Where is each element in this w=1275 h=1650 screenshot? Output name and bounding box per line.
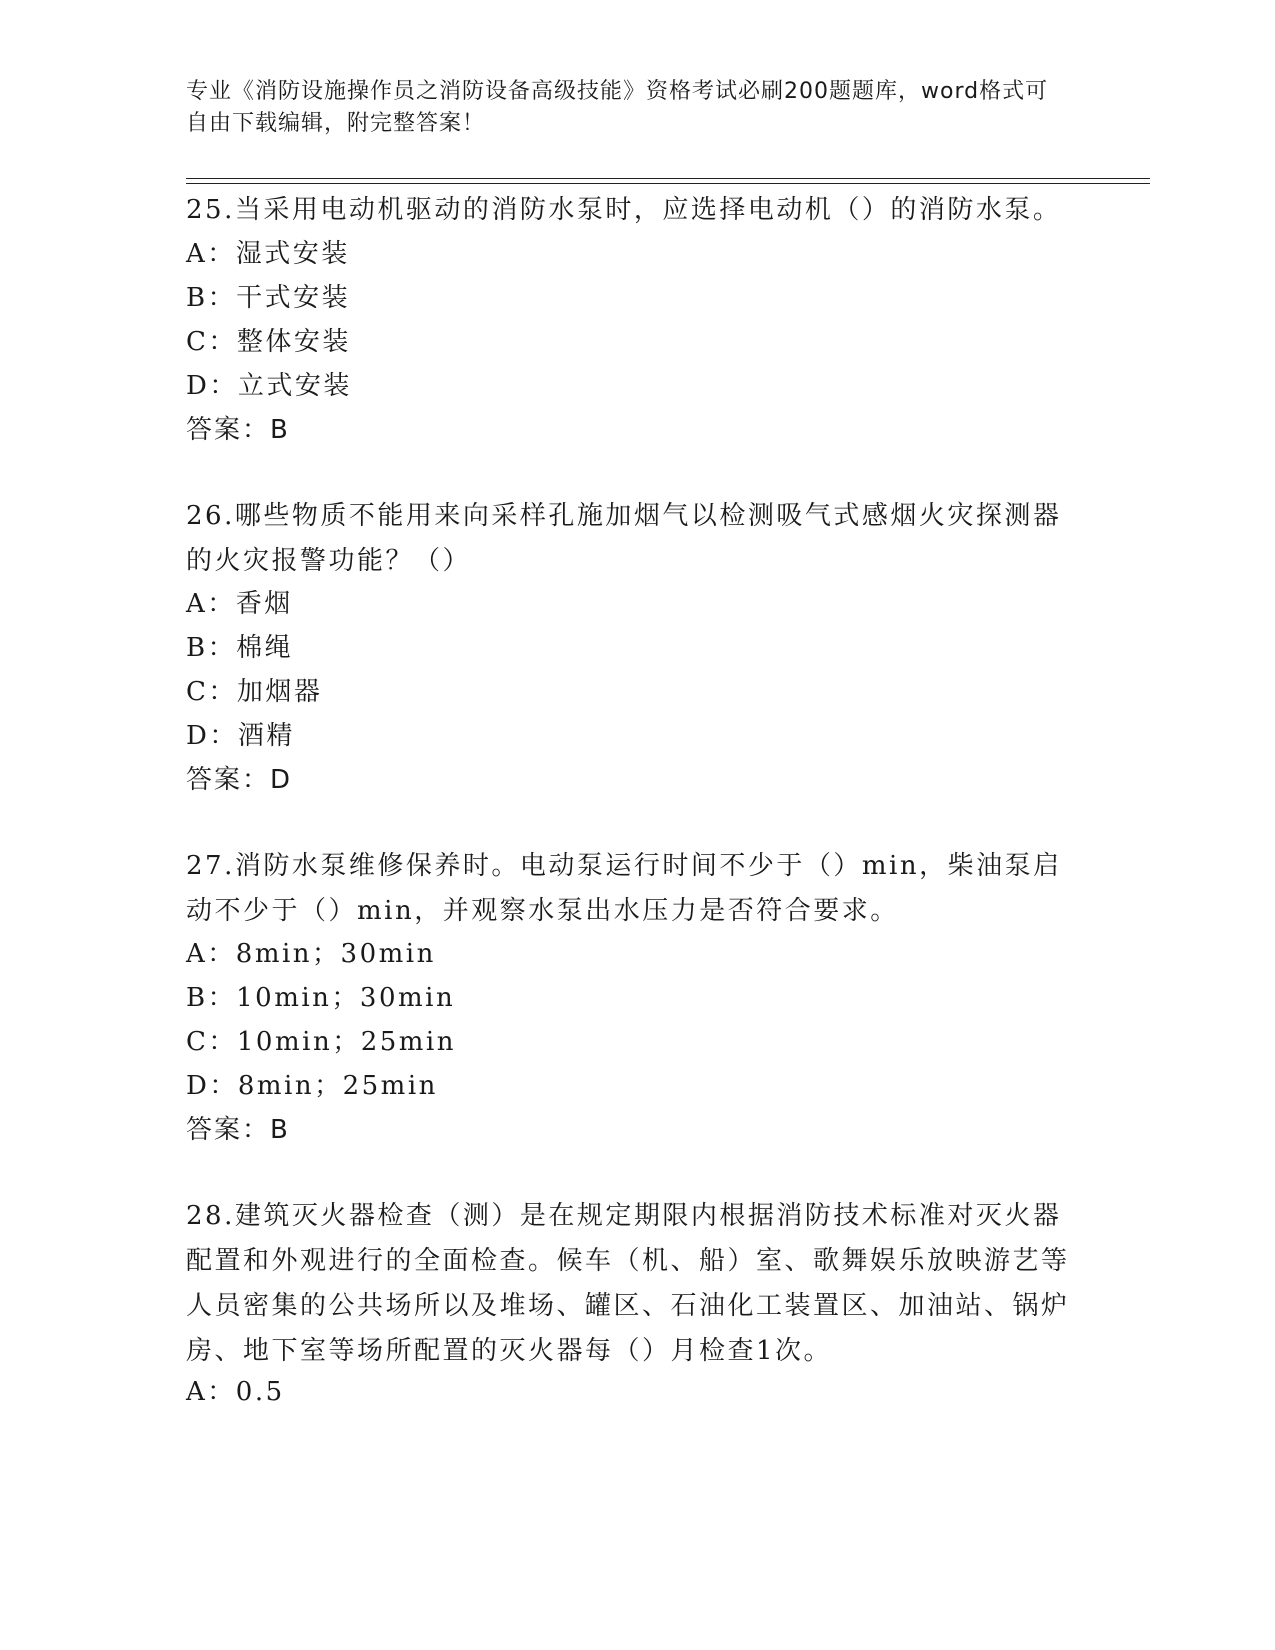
header-divider-top [186, 178, 1150, 179]
question-25-option-d: D：立式安装 [186, 371, 352, 401]
question-26-option-d: D：酒精 [186, 721, 295, 751]
question-25-option-b: B：干式安装 [186, 283, 351, 313]
question-26-title: 26.哪些物质不能用来向采样孔施加烟气以检测吸气式感烟火灾探测器的火灾报警功能？（） [186, 501, 1062, 576]
question-26-option-a: A：香烟 [186, 589, 293, 619]
question-27-title: 27.消防水泵维修保养时。电动泵运行时间不少于（）min，柴油泵启动不少于（）min，并观察水泵出水压力是否符合要求。 [186, 851, 1062, 926]
question-25-answer: 答案：B [186, 415, 290, 445]
question-28-title: 28.建筑灭火器检查（测）是在规定期限内根据消防技术标准对灭火器配置和外观进行的全面检查。候车（机、船）室、歌舞娱乐放映游艺等人员密集的公共场所以及堆场、罐区、石油化工装置区、加油站、锅炉房、地下室等场所配置的灭火器每（）月检查1次。 [186, 1201, 1070, 1366]
header-divider-bottom [186, 183, 1150, 184]
question-25-title: 25.当采用电动机驱动的消防水泵时，应选择电动机（）的消防水泵。 [186, 195, 1062, 225]
question-26-option-b: B：棉绳 [186, 633, 294, 663]
question-26-answer: 答案：D [186, 765, 293, 795]
question-27-option-c: C：10min；25min [186, 1027, 456, 1057]
question-25-option-c: C：整体安装 [186, 327, 351, 357]
document-header: 专业《消防设施操作员之消防设备高级技能》资格考试必刷200题题库，word格式可自由下载编辑，附完整答案！ [186, 79, 1049, 136]
question-25-option-a: A：湿式安装 [186, 239, 350, 269]
question-27-answer: 答案：B [186, 1115, 290, 1145]
question-27-option-a: A：8min；30min [186, 939, 436, 969]
question-28-option-a: A：0.5 [186, 1377, 285, 1407]
question-26-option-c: C：加烟器 [186, 677, 323, 707]
question-27-option-d: D：8min；25min [186, 1071, 438, 1101]
question-27-option-b: B：10min；30min [186, 983, 456, 1013]
